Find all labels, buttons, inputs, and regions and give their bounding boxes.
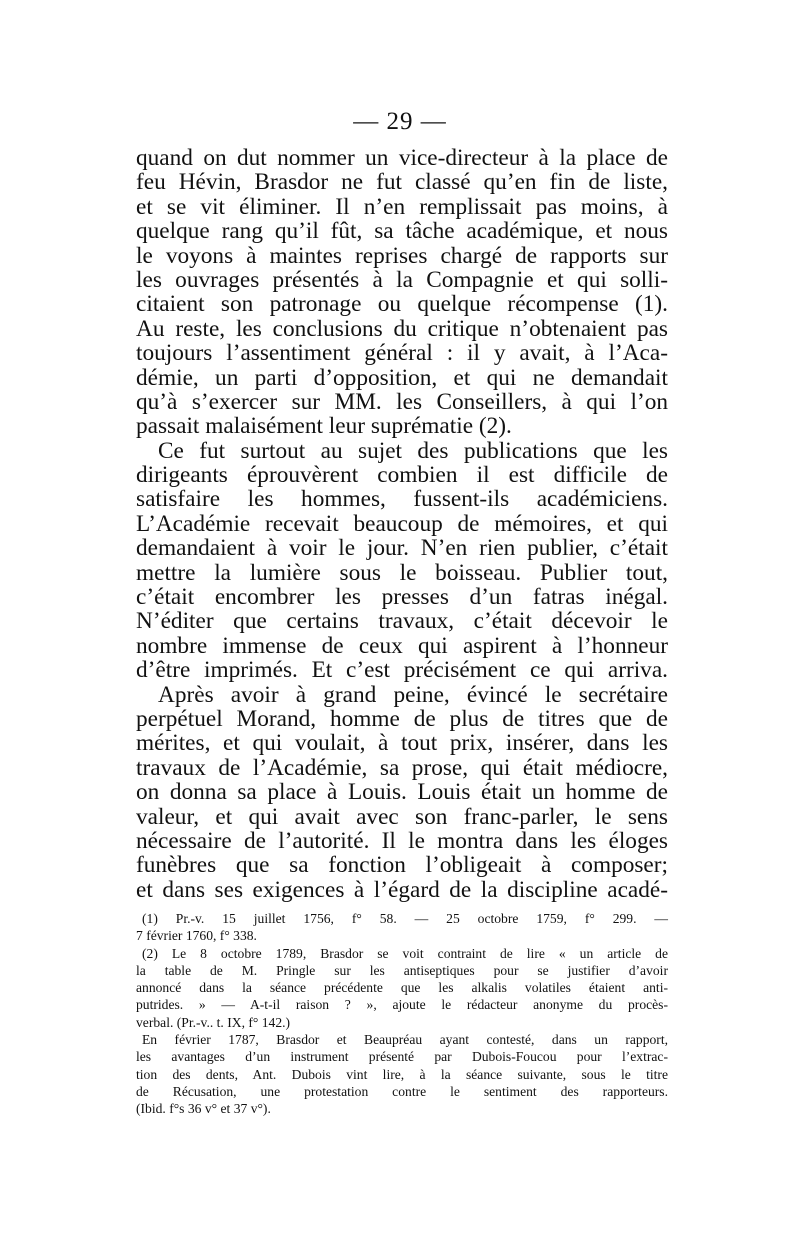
text-line: L’Académie recevait beaucoup de mémoires, et qui bbox=[136, 510, 668, 537]
text-line: nécessaire de l’autorité. Il le montra dans les éloges bbox=[136, 827, 668, 854]
footnote-line: la table de M. Pringle sur les antiseptiques pour se justifier d’avoir bbox=[136, 962, 668, 978]
footnote-line: 7 février 1760, f° 338. bbox=[136, 928, 257, 944]
text-line: toujours l’assentiment général : il y avait, à l’Aca- bbox=[136, 340, 668, 367]
text-line: quand on dut nommer un vice-directeur à la place de bbox=[136, 145, 668, 171]
text-line: N’éditer que certains travaux, c’était décevoir le bbox=[136, 608, 668, 635]
footnote-line: de Récusation, une protestation contre le sentiment des rapporteurs. bbox=[136, 1083, 668, 1099]
text-line: Après avoir à grand peine, évincé le secrétaire bbox=[158, 681, 668, 708]
text-line: citaient son patronage ou quelque récompense (1). bbox=[136, 291, 668, 318]
text-line: funèbres que sa fonction l’obligeait à composer; bbox=[136, 852, 668, 879]
text-line: nombre immense de ceux qui aspirent à l’honneur bbox=[136, 632, 668, 659]
footnote-line: (1) Pr.-v. 15 juillet 1756, f° 58. — 25 octobre 1759, f° 299. — bbox=[142, 911, 668, 926]
text-line: Au reste, les conclusions du critique n’obtenaient pas bbox=[136, 315, 668, 342]
main-text-block bbox=[136, 146, 668, 902]
text-line: d’être imprimés. Et c’est précisément ce qui arriva. bbox=[136, 657, 668, 684]
text-line: passait malaisément leur suprématie (2). bbox=[136, 413, 512, 440]
footnote-line: (Ibid. f°s 36 v° et 37 v°). bbox=[136, 1101, 271, 1117]
text-line: on donna sa place à Louis. Louis était un homme de bbox=[136, 779, 668, 806]
text-line: dirigeants éprouvèrent combien il est difficile de bbox=[136, 462, 668, 489]
text-line: valeur, et qui avait avec son franc-parler, le sens bbox=[136, 803, 668, 830]
text-line: travaux de l’Académie, sa prose, qui était médiocre, bbox=[136, 754, 668, 781]
footnote-line: tion des dents, Ant. Dubois vint lire, à la séance suivante, sous le titre bbox=[136, 1066, 668, 1082]
text-line: perpétuel Morand, homme de plus de titres que de bbox=[136, 705, 668, 732]
text-line: c’était encombrer les presses d’un fatras inégal. bbox=[136, 584, 668, 611]
text-line: et dans ses exigences à l’égard de la discipline acadé- bbox=[136, 876, 668, 903]
footnote-line: putrides. » — A-t-il raison ? », ajoute le rédacteur anonyme du procès- bbox=[136, 997, 668, 1013]
text-line: Ce fut surtout au sujet des publications que les bbox=[158, 437, 668, 464]
text-line: mettre la lumière sous le boisseau. Publier tout, bbox=[136, 559, 668, 586]
text-line: quelque rang qu’il fût, sa tâche académique, et nous bbox=[136, 218, 668, 245]
footnote-line: les avantages d’un instrument présenté par Dubois-Foucou pour l’extrac- bbox=[136, 1049, 668, 1065]
footnote-line: En février 1787, Brasdor et Beaupréau ayant contesté, dans un rapport, bbox=[142, 1032, 668, 1048]
text-line: démie, un parti d’opposition, et qui ne demandait bbox=[136, 364, 668, 391]
text-line: mérites, et qui voulait, à tout prix, insérer, dans les bbox=[136, 730, 668, 757]
text-line: et se vit éliminer. Il n’en remplissait pas moins, à bbox=[136, 193, 668, 220]
text-line: les ouvrages présentés à la Compagnie et qui solli- bbox=[136, 266, 668, 293]
footnotes-block bbox=[136, 910, 668, 1118]
text-line: satisfaire les hommes, fussent-ils académiciens. bbox=[136, 486, 668, 513]
text-line: le voyons à maintes reprises chargé de rapports sur bbox=[136, 242, 668, 269]
footnote-line: annoncé dans la séance précédente que les alkalis volatiles étaient anti- bbox=[136, 980, 668, 996]
footnote-line: (2) Le 8 octobre 1789, Brasdor se voit contraint de lire « un article de bbox=[142, 945, 668, 961]
page-number: — 29 — bbox=[353, 108, 447, 135]
footnote-line: verbal. (Pr.-v.. t. IX, f° 142.) bbox=[136, 1014, 291, 1030]
text-line: qu’à s’exercer sur MM. les Conseillers, à qui l’on bbox=[136, 388, 668, 415]
text-line: demandaient à voir le jour. N’en rien publier, c’était bbox=[136, 535, 668, 562]
text-line: feu Hévin, Brasdor ne fut classé qu’en fin de liste, bbox=[136, 169, 668, 196]
